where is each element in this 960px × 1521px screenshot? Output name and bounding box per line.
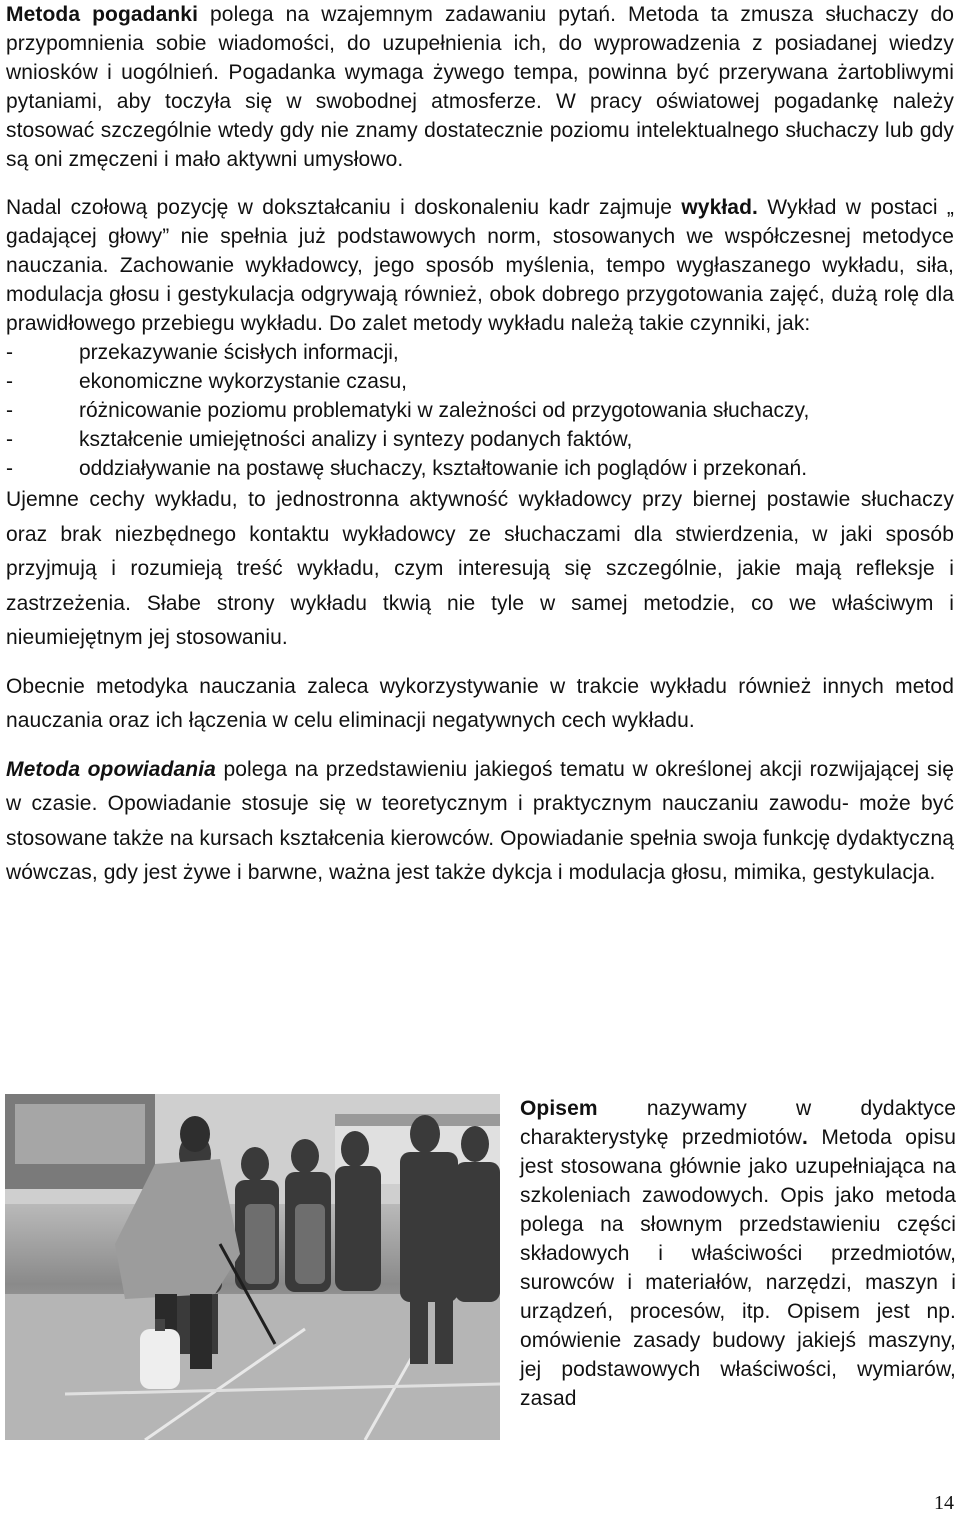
list-item: - kształcenie umiejętności analizy i syntezy podanych faktów, [6,428,633,451]
paragraph-metodyka: Obecnie metodyka nauczania zaleca wykorzystywanie w trakcie wykładu również innych metod nauczania oraz ich łączenia w celu eliminacji negatywnych cech wykładu. [6,674,954,732]
term-wyklad: wykład. [681,196,758,219]
paragraph-opowiadanie: Metoda opowiadania polega na przedstawieniu jakiegoś tematu w określonej akcji rozwijającej się w czasie. Opowiadanie stosuje się w teoretycznym i praktycznym nauczaniu zawodu- może być stosowane także na kursach kształcenia kierowców. Opowiadanie spełnia swoja funkcję dydaktyczną wówczas, gdy jest żywe i barwne, ważna jest także dykcja i modulacja głosu, mimika, gestykulacja. [6,757,954,884]
list-item: - różnicowanie poziomu problematyki w zależności od przygotowania słuchaczy, [6,399,810,422]
paragraph-pogadanka: Metoda pogadanki polega na wzajemnym zadawaniu pytań. Metoda ta zmusza słuchaczy do przypomnienia sobie wiadomości, do uzupełnienia ich, do wyprowadzenia z posiadanej wiedzy wniosków i uogólnień. Pogadanka wymaga żywego tempa, powinna być przerywana żartobliwymi pytaniami, aby toczyła się w swobodnej atmosferze. W pracy oświatowej pogadankę należy stosować szczególnie wtedy gdy nie znamy dostatecznie poziomu intelektualnego słuchaczy lub gdy są oni zmęczeni i mało aktywni umysłowo. [6,3,955,171]
document-page [6,0,954,891]
list-item: - ekonomiczne wykorzystanie czasu, [6,370,407,393]
page-number: 14 [934,1492,954,1514]
list-item: - przekazywanie ścisłych informacji, [6,341,399,364]
advantages-list [6,338,954,483]
paragraph-wyklad: Nadal czołową pozycję w dokształcaniu i doskonaleniu kadr zajmuje wykład. Wykład w postaci „ gadającej głowy” nie spełnia już podstawowych norm, stosowanych we współczesnej metodyce nauczania. Zachowanie wykładowcy, jego sposób myślenia, tempo wygłaszanego wykładu, siła, modulacja głosu i gestykulacja odgrywają również, obok dobrego przygotowania zajęć, dużą rolę dla prawidłowego przebiegu wykładu. Do zalet metody wykładu należą takie czynniki, jak: [6,196,954,335]
photo-section [5,1094,955,1446]
term-metoda-opowiadania: Metoda opowiadania [6,757,216,781]
opis-text-column [520,1094,956,1413]
paragraph-ujemne-cechy: Ujemne cechy wykładu, to jednostronna aktywność wykładowcy przy biernej postawie słuchaczy oraz brak niezbędnego kontaktu wykładowcy ze słuchaczami dla stwierdzenia, w jaki sposób przyjmują i rozumieją treść wykładu, czym interesują się szczególnie, jakie mają refleksje i zastrzeżenia. Słabe strony wykładu tkwią nie tyle w samej metodzie, co we właściwym i nieumiejętnym jej stosowaniu. [6,488,954,649]
training-photo [5,1094,500,1440]
term-opis: Opisem [520,1097,598,1120]
paragraph-opis: Opisem nazywamy w dydaktyce charakterystykę przedmiotów. Metoda opisu jest stosowana głównie jako uzupełniająca na szkoleniach zawodowych. Opis jako metoda polega na słownym przedstawieniu części składowych i właściwości przedmiotów, surowców i materiałów, narzędzi, maszyn i urządzeń, procesów, itp. Opisem jest np. omówienie zasady budowy jakiejś maszyny, jej podstawowych właściwości, wymiarów, zasad [520,1097,957,1410]
term-metoda-pogadanki: Metoda pogadanki [6,3,199,26]
list-item: - oddziaływanie na postawę słuchaczy, kształtowanie ich poglądów i przekonań. [6,457,808,480]
training-photo-illustration [5,1094,500,1440]
